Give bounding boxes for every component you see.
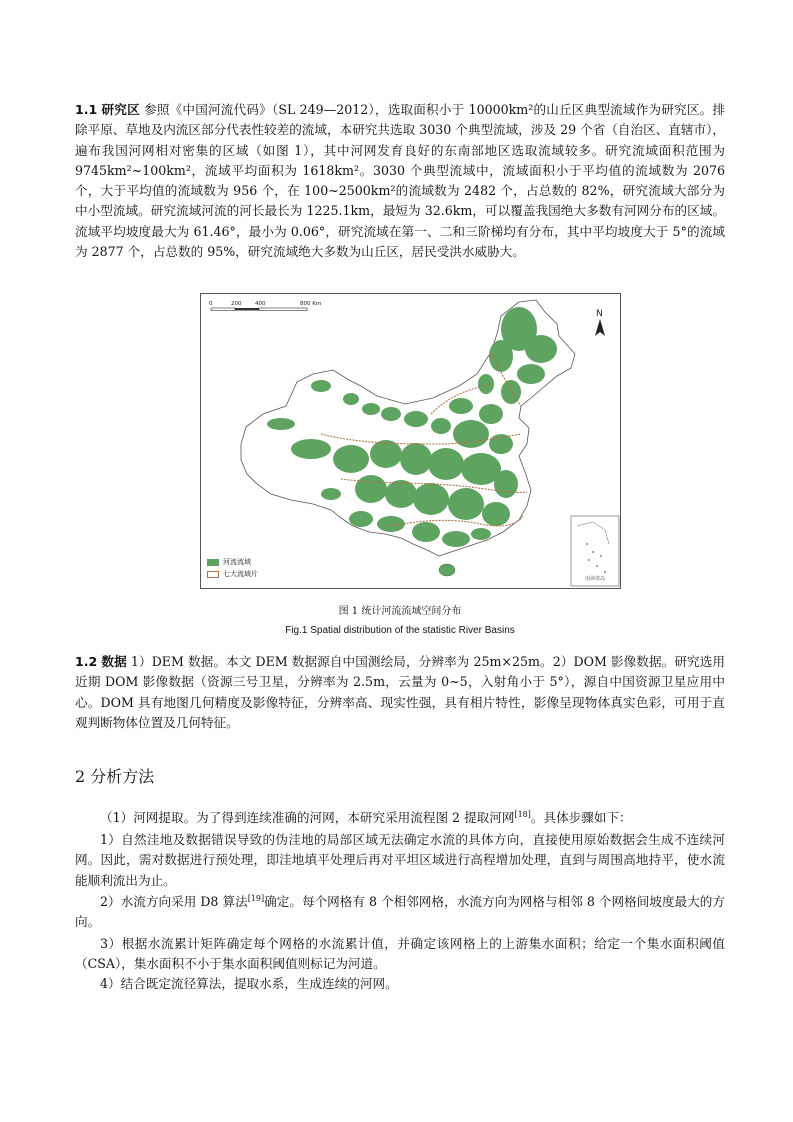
- scale-label-400: 400: [255, 301, 266, 307]
- scale-label-200: 200: [231, 301, 242, 307]
- method-p3-text-b: 确定。每个网格有 8 个相邻网格，水流方向为网格与相邻 8 个网格间坡度最大的方向。: [75, 894, 725, 930]
- method-paragraph-1: [75, 808, 725, 828]
- china-basin-map: [201, 294, 620, 588]
- legend-item-basin: [207, 556, 258, 568]
- figure-caption-en: Fig.1 Spatial distribution of the statistic River Basins: [285, 625, 515, 636]
- scale-label-0: 0: [209, 301, 213, 307]
- section-1-2-paragraph: [75, 652, 725, 733]
- section-1-2-number: 1.2: [75, 654, 98, 669]
- legend-swatch-region: [207, 571, 219, 578]
- section-1-2-body: 1）DEM 数据。本文 DEM 数据源自中国测绘局，分辨率为 25m×25m。2）DOM 影像数据。研究选用近期 DOM 影像数据（资源三号卫星，分辨率为 2.5m，云量为 0~5，入射角小于 5°），源自中国资源卫星应用中心。DOM 具有地图几何精度及影像特征，分辨率高、现实性强，具有相片特性，影像呈现物体真实色彩，可用于直观判断物体位置及几何特征。: [75, 654, 726, 730]
- section-1-2-title: 数据: [101, 654, 127, 669]
- map-legend: [207, 556, 258, 580]
- legend-label-region: 七大流域片: [223, 570, 258, 578]
- method-paragraph-2: 1）自然洼地及数据错误导致的伪洼地的局部区域无法确定水流的具体方向，直接使用原始数据会生成不连续河网。因此，需对数据进行预处理，即洼地填平处理后再对平坦区域进行高程增加处理，直到与周围高地持平，使水流能顺利流出为止。: [75, 832, 725, 888]
- method-p3-text-a: 2）水流方向采用 D8 算法: [100, 894, 248, 909]
- section-1-1-number: 1.1: [75, 102, 98, 117]
- method-p1-text-b: 。具体步骤如下：: [530, 810, 632, 825]
- citation-19: [19]: [247, 893, 265, 903]
- south-sea-inset: [571, 516, 619, 586]
- citation-18: [18]: [514, 809, 531, 819]
- figure-caption-zh: 图 1 统计河流流域空间分布: [338, 606, 462, 617]
- inset-label: 南海诸岛: [585, 576, 606, 582]
- section-1-1-body: 参照《中国河流代码》（SL 249—2012），选取面积小于 10000km²的山丘区典型流域作为研究区。排除平原、草地及内流区部分代表性较差的流域，本研究共选取 3030 个典型流域，涉及 29 个省（自治区、直辖市），遍布我国河网相对密集的区域（如图 1），其中河网发育良好的东南部地区选取流域较多。研究流域面积范围为 9745km²~100km²，流域平均面积为 1618km²。3030 个典型流域中，流域面积小于平均值的流域数为 2076 个，大于平均值的流域数为 956 个，在 100~2500km²的流域数为 2482 个，占总数的 82%，研究流域大部分为中小型流域。研究流域河流的河长最长为 1225.1km，最短为 32.6km，可以覆盖我国绝大多数有河网分布的区域。流域平均坡度最大为 61.46°，最小为 0.06°，研究流域在第一、二和三阶梯均有分布，其中平均坡度大于 5°的流域为 2877 个，占总数的 95%，研究流域绝大多数为山丘区，居民受洪水威胁大。: [75, 102, 726, 260]
- method-paragraph-3: [75, 892, 725, 933]
- method-paragraph-5: 4）结合既定流径算法，提取水系，生成连续的河网。: [100, 976, 398, 991]
- legend-swatch-basin: [207, 559, 219, 566]
- method-paragraph-4: 3）根据水流累计矩阵确定每个网格的水流累计值，并确定该网格上的上游集水面积；给定一个集水面积阈值（CSA），集水面积不小于集水面积阈值则标记为河道。: [75, 936, 725, 972]
- section-1-1-paragraph: [75, 100, 725, 262]
- section-2-heading: 2 分析方法: [75, 767, 155, 786]
- figure-1-map: [200, 293, 621, 589]
- scale-label-800: 800 Km: [300, 301, 322, 307]
- section-1-1-title: 研究区: [101, 102, 140, 117]
- north-label: N: [596, 309, 603, 319]
- scale-bar: [209, 301, 321, 311]
- legend-label-basin: 河流流域: [223, 558, 251, 566]
- method-p1-text-a: （1）河网提取。为了得到连续准确的河网，本研究采用流程图 2 提取河网: [100, 810, 515, 825]
- north-arrow: [595, 309, 605, 336]
- legend-item-region: [207, 568, 258, 580]
